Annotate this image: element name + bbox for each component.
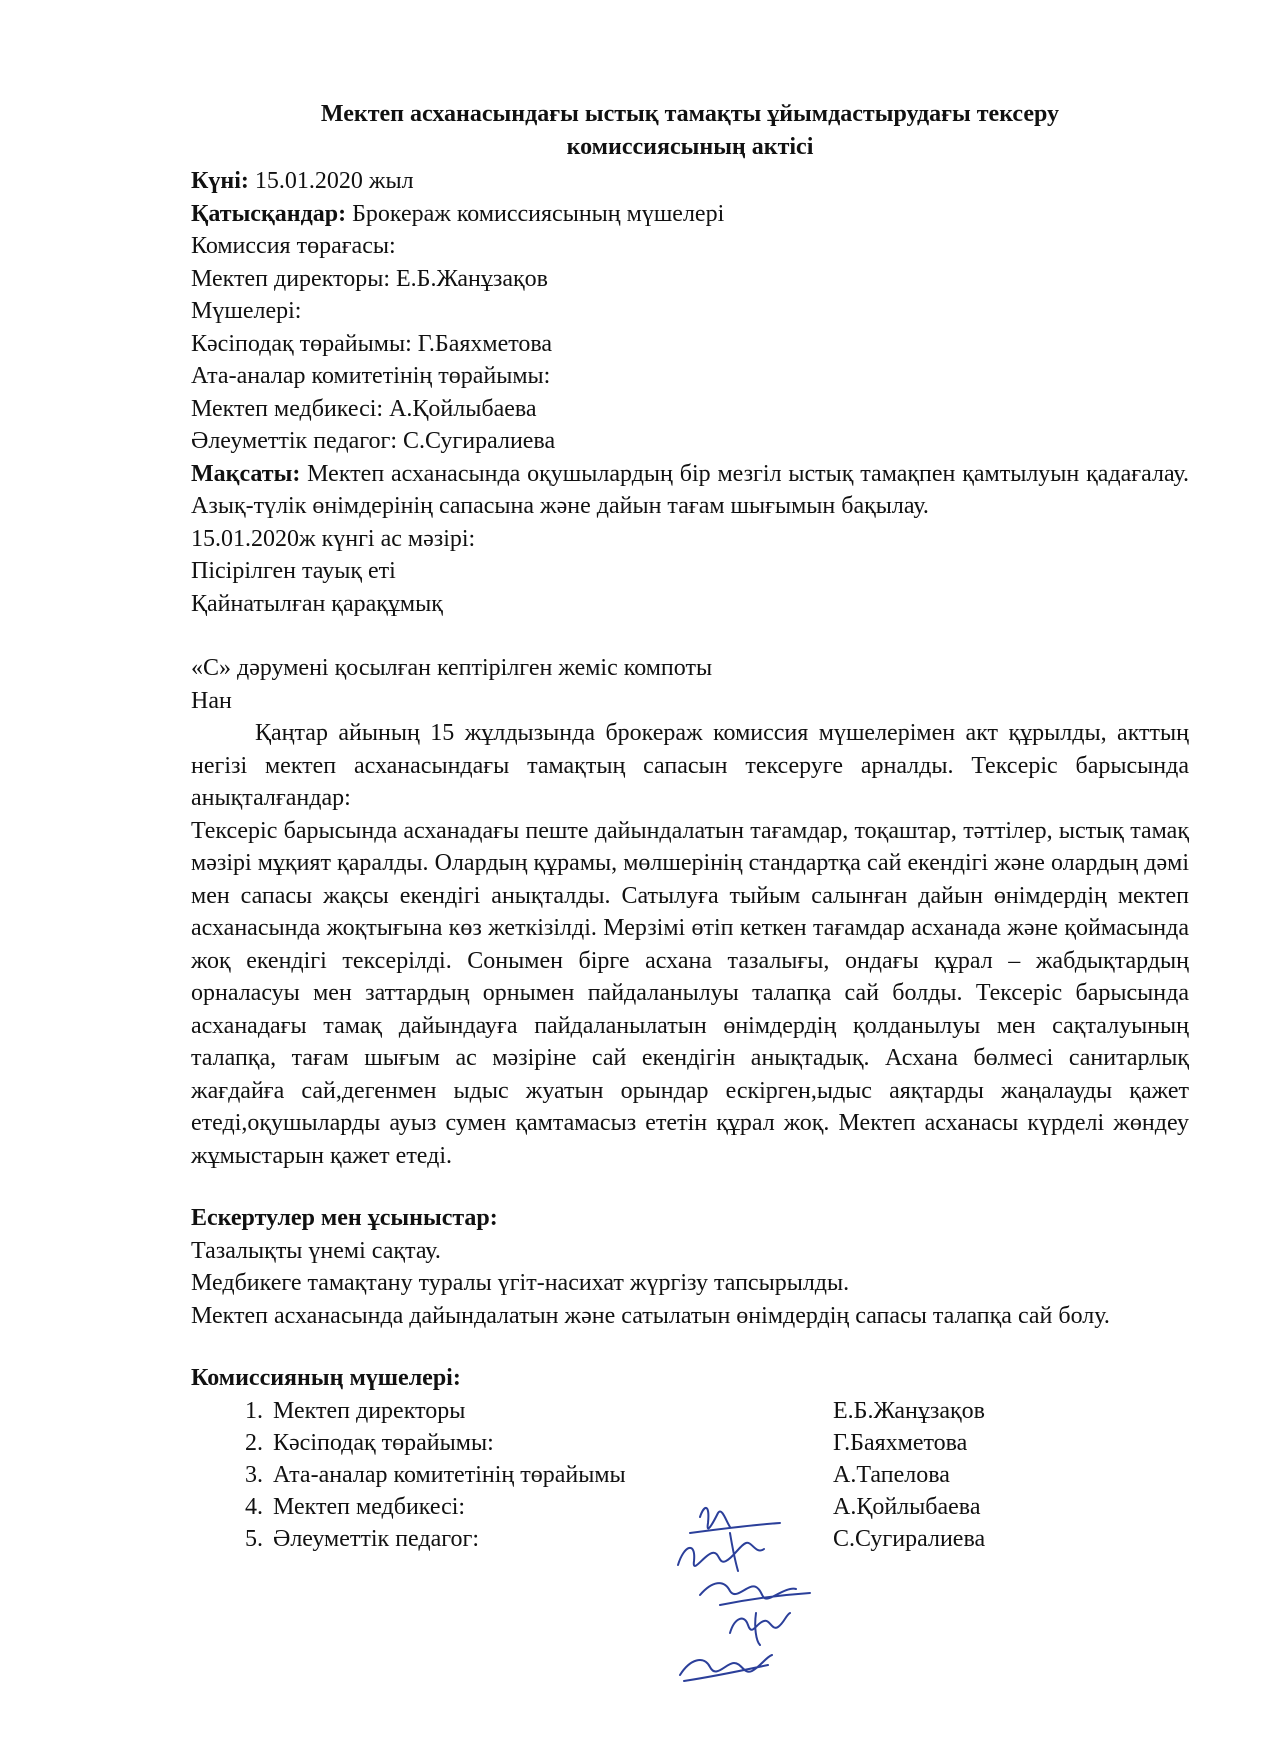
role-line: Мүшелері:: [191, 298, 302, 324]
body-paragraph-2: Тексеріс барысында асханадағы пеште дайындалатын тағамдар, тоқаштар, тәттілер, ыстық тамақ мәзірі мұқият қаралды. Олардың құрамы, мөлшерінің стандартқа сай екендігі және олардың дәмі мен сапасы жақсы екендігі анықталды. Сатылуға тыйым салынған дайын өнімдердің мектеп асханасында жоқтығына көз жеткізілді. Мерзімі өтіп кеткен тағамдар асханада және қоймасында жоқ екендігі тексерілді. Сонымен бірге асхана тазалығы, ондағы құрал – жабдықтардың орналасуы мен заттардың орнымен пайдаланылуы талапқа сай болды. Тексеріс барысында асханадағы тамақ дайындауға пайдаланылатын өнімдердің қолданылуы мен сақталуының талапқа, тағам шығым ас мәзіріне сай екендігін анықтадық. Асхана бөлмесі санитарлық жағдайға сай,дегенмен ыдыс жуатын орындар ескірген,ыдыс аяқтарды жаңалауды қажет етеді,оқушыларды ауыз сумен қамтамасыз ететін құрал жоқ. Мектеп асханасы күрделі жөндеу жұмыстарын қажет етеді.: [191, 817, 1189, 1169]
member-number: 2.: [245, 1429, 263, 1456]
spacer: [191, 1172, 1189, 1202]
member-name: Е.Б.Жанұзақов: [833, 1397, 985, 1424]
signature-1: [690, 1508, 780, 1533]
handwritten-signatures: [660, 1495, 860, 1695]
spacer: [191, 620, 1189, 652]
member-name: А.Қойлыбаева: [833, 1493, 981, 1520]
role-line: Мектеп директоры: Е.Б.Жанұзақов: [191, 265, 548, 292]
member-row: [191, 1427, 1189, 1459]
document-body: [191, 165, 1189, 1555]
menu-item: «С» дәрумені қосылған кептірілген жеміс компоты: [191, 655, 713, 681]
member-name: С.Сугиралиева: [833, 1525, 986, 1552]
menu-item: Пісірілген тауық еті: [191, 558, 396, 584]
role-line: Мектеп медбикесі: А.Қойлыбаева: [191, 395, 537, 422]
date-value: 15.01.2020 жыл: [248, 168, 414, 194]
title-line-1: Мектеп асханасындағы ыстық тамақты ұйымдастырудағы тексеру: [320, 101, 1060, 127]
menu-item: Нан: [191, 687, 232, 714]
signature-5: [680, 1655, 772, 1681]
member-number: 5.: [245, 1525, 263, 1552]
role-line: Әлеуметтік педагог: С.Сугиралиева: [191, 428, 556, 454]
participants-line: [191, 198, 1189, 231]
remark-item: Медбикеге тамақтану туралы үгіт-насихат жүргізу тапсырылды.: [191, 1270, 850, 1296]
menu-item: Қайнатылған қарақұмық: [191, 590, 443, 617]
member-number: 1.: [245, 1397, 263, 1424]
date-line: [191, 165, 1189, 198]
remark-item: Мектеп асханасында дайындалатын және сатылатын өнімдердің сапасы талапқа сай болу.: [191, 1302, 1110, 1329]
role-line: Комиссия төрағасы:: [191, 233, 396, 259]
signature-3: [700, 1583, 810, 1605]
remark-item: Тазалықты үнемі сақтау.: [191, 1237, 441, 1264]
body-paragraph-1: Қаңтар айының 15 жұлдызында брокераж комиссия мүшелерімен акт құрылды, акттың негізі мектеп асханасындағы тамақтың сапасын тексеруге арналды. Тексеріс барысында анықталғандар:: [191, 720, 1189, 811]
signature-2: [678, 1533, 764, 1571]
purpose-label: Мақсаты:: [191, 460, 301, 487]
commission-heading: Комиссияның мүшелері:: [191, 1365, 461, 1391]
date-label: Күні:: [191, 168, 249, 194]
member-role: Мектеп медбикесі:: [273, 1493, 466, 1520]
member-role: Ата-аналар комитетінің төрайымы: [273, 1461, 626, 1488]
role-line: Ата-аналар комитетінің төрайымы:: [191, 363, 551, 389]
member-number: 3.: [245, 1461, 263, 1488]
menu-heading: 15.01.2020ж күнгі ас мәзірі:: [191, 525, 476, 552]
purpose-value: Мектеп асханасында оқушылардың бір мезгіл ыстық тамақпен қамтылуын қадағалау. Азық-түлік өнімдерінің сапасына және дайын тағам шығымын бақылау.: [191, 460, 1189, 519]
remarks-heading: Ескертулер мен ұсыныстар:: [191, 1205, 498, 1231]
signature-4: [730, 1613, 790, 1645]
role-line: Кәсіподақ төрайымы: Г.Баяхметова: [191, 330, 553, 357]
member-row: [191, 1459, 1189, 1491]
member-role: Мектеп директоры: [273, 1397, 466, 1424]
member-row: [191, 1395, 1189, 1427]
spacer: [191, 1332, 1189, 1362]
member-role: Кәсіподақ төрайымы:: [273, 1429, 494, 1456]
member-name: А.Тапелова: [833, 1461, 950, 1488]
title-line-2: комиссиясының актісі: [566, 134, 814, 160]
member-name: Г.Баяхметова: [833, 1429, 968, 1456]
member-role: Әлеуметтік педагог:: [273, 1525, 479, 1552]
participants-label: Қатысқандар:: [191, 200, 347, 227]
member-number: 4.: [245, 1493, 263, 1520]
participants-value: Брокераж комиссиясының мүшелері: [346, 200, 725, 227]
document-title: [190, 98, 1190, 164]
purpose-paragraph: [191, 458, 1189, 523]
